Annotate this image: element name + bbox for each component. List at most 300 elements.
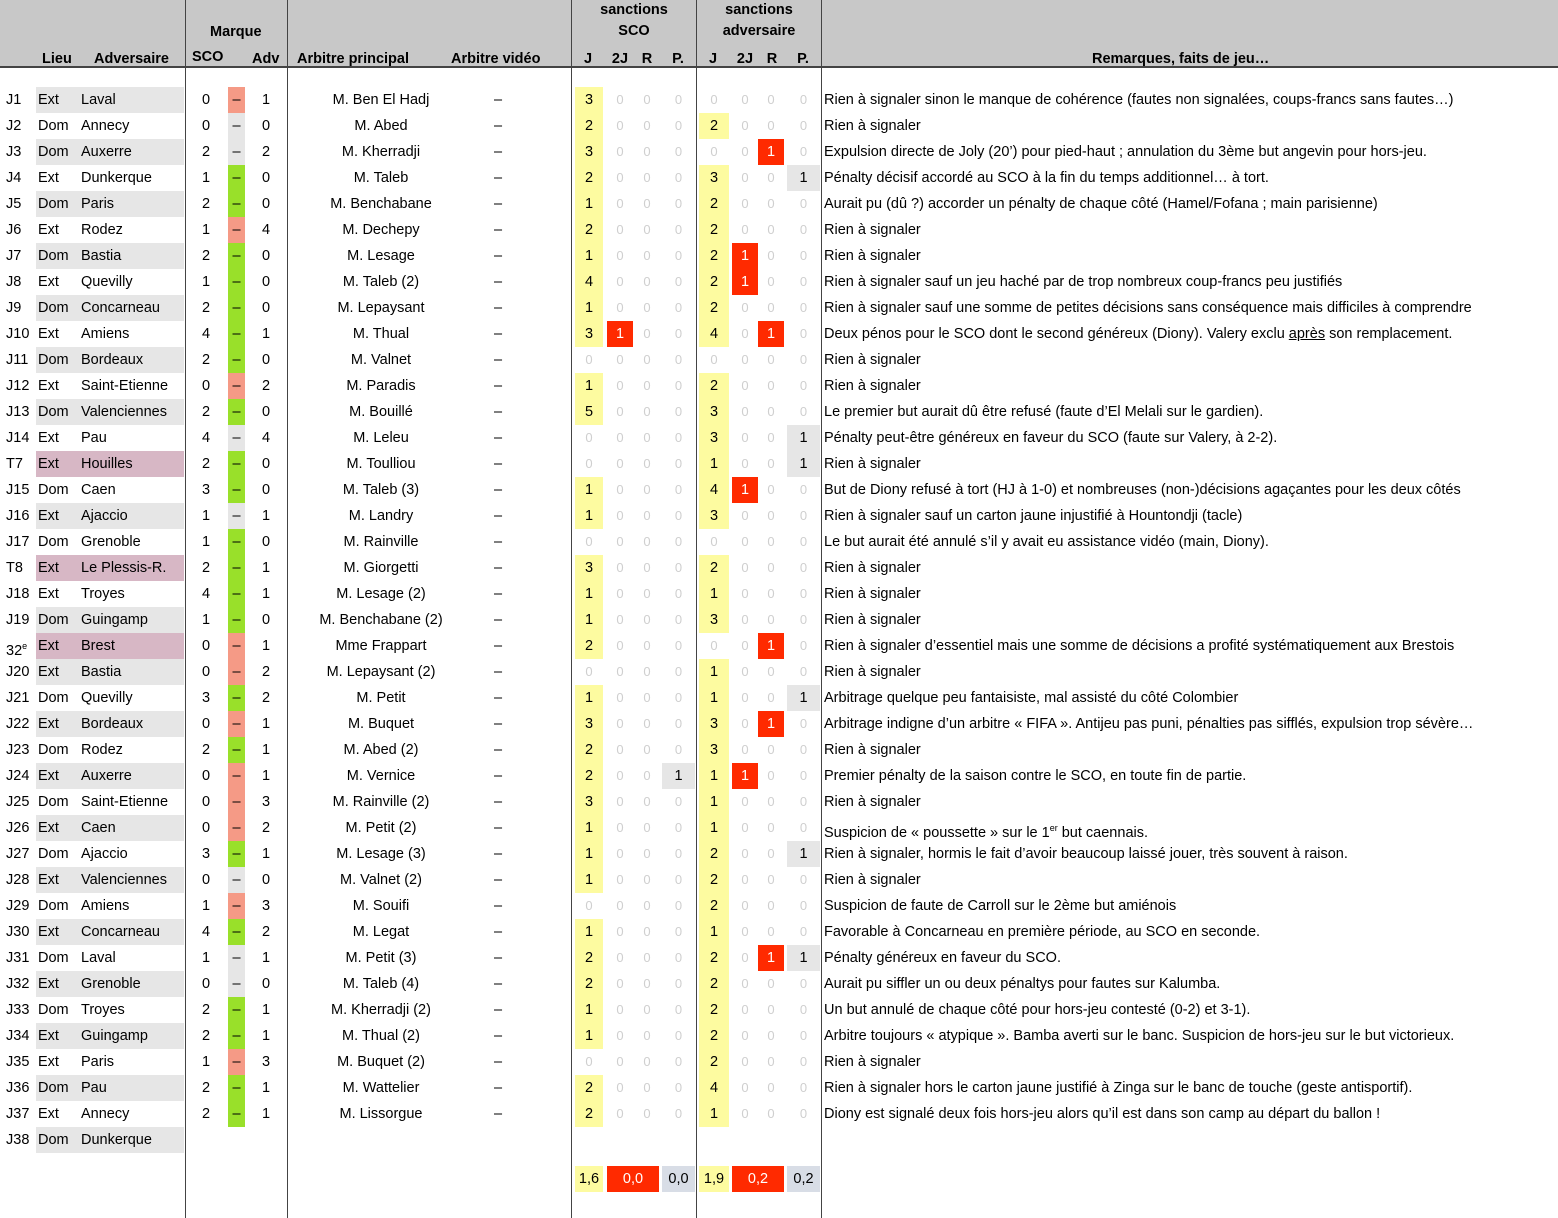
adv-sanction-p: 0	[799, 404, 808, 419]
sco-sanction-r: 0	[643, 794, 651, 809]
venue: Ext	[38, 378, 59, 394]
total-a-2jr: 0,2	[732, 1166, 784, 1192]
referee: M. Souifi	[352, 898, 410, 914]
adv-sanction-2j: 0	[741, 430, 749, 445]
table-row	[0, 867, 1558, 893]
match-id: J10	[6, 326, 30, 342]
sco-sanction-j: 1	[575, 919, 603, 945]
sco-sanction-j: 4	[575, 269, 603, 295]
score-adv: 2	[261, 690, 271, 706]
referee: M. Landry	[348, 508, 414, 524]
referee: M. Abed (2)	[343, 742, 419, 758]
sco-sanction-2j: 0	[616, 638, 624, 653]
table-row	[0, 425, 1558, 451]
referee: Mme Frappart	[335, 638, 427, 654]
sco-sanction-2j: 0	[616, 872, 624, 887]
adv-sanction-p: 0	[799, 92, 808, 107]
opponent: Troyes	[81, 586, 125, 602]
table-row	[0, 1023, 1558, 1049]
score-sco	[196, 1127, 216, 1153]
adv-sanction-r: 0	[767, 768, 775, 783]
header-arbitre-video: Arbitre vidéo	[451, 51, 541, 67]
match-id: J6	[6, 222, 22, 238]
sco-sanction-2j: 0	[616, 1028, 624, 1043]
venue: Dom	[38, 1002, 69, 1018]
match-id: J31	[6, 950, 30, 966]
venue: Ext	[38, 560, 59, 576]
venue: Dom	[38, 534, 69, 550]
venue: Ext	[38, 508, 59, 524]
match-id: J26	[6, 820, 30, 836]
video-referee: –	[493, 638, 503, 654]
venue: Ext	[38, 222, 59, 238]
opponent: Rodez	[81, 222, 123, 238]
table-row	[0, 87, 1558, 113]
header-arbitre-principal: Arbitre principal	[297, 51, 409, 67]
score-adv: 0	[261, 482, 271, 498]
adv-sanction-2j: 0	[741, 586, 749, 601]
match-id: J27	[6, 846, 30, 862]
score-adv: 0	[261, 274, 271, 290]
opponent: Valenciennes	[81, 872, 167, 888]
venue: Dom	[38, 196, 69, 212]
adv-sanction-p: 0	[799, 326, 808, 341]
adv-sanction-j: 1	[699, 763, 729, 789]
score-sco: 2	[201, 196, 211, 212]
opponent: Ajaccio	[81, 508, 128, 524]
referee: M. Petit (2)	[345, 820, 417, 836]
referee: M. Lesage	[347, 248, 415, 264]
sco-sanction-r: 0	[643, 170, 651, 185]
adv-sanction-p: 0	[799, 560, 808, 575]
adv-sanction-j: 1	[699, 789, 729, 815]
video-referee: –	[493, 1106, 503, 1122]
remark: Le premier but aurait dû être refusé (faute d’El Melali sur le gardien).	[824, 404, 1264, 420]
sco-sanction-2j: 0	[616, 300, 624, 315]
adv-sanction-j: 2	[699, 217, 729, 243]
referee: M. Taleb (3)	[342, 482, 420, 498]
adv-sanction-p: 0	[799, 664, 808, 679]
adv-sanction-2j: 0	[741, 690, 749, 705]
adv-sanction-p: 0	[799, 612, 808, 627]
adv-sanction-2j: 0	[741, 170, 749, 185]
adv-sanction-p: 0	[799, 274, 808, 289]
score-adv: 3	[261, 1054, 271, 1070]
score-sco: 2	[201, 456, 211, 472]
score-adv: 1	[261, 742, 271, 758]
adv-sanction-p: 0	[799, 924, 808, 939]
adv-sanction-j: 3	[699, 737, 729, 763]
referee: M. Bouillé	[349, 404, 413, 420]
score-adv: 1	[261, 1080, 271, 1096]
score-sco: 3	[201, 846, 211, 862]
adv-sanction-p: 0	[799, 222, 808, 237]
adv-sanction-r: 0	[767, 690, 775, 705]
remark: Premier pénalty de la saison contre le SCO, en toute fin de partie.	[824, 768, 1247, 784]
venue: Ext	[38, 586, 59, 602]
result-marker: –	[228, 477, 245, 503]
sco-sanction-p: 0	[674, 430, 683, 445]
video-referee: –	[493, 742, 503, 758]
table-row	[0, 529, 1558, 555]
sco-sanction-p: 0	[674, 118, 683, 133]
result-marker: –	[228, 1023, 245, 1049]
result-marker: –	[228, 451, 245, 477]
match-id: J30	[6, 924, 30, 940]
opponent: Bordeaux	[81, 716, 144, 732]
adv-sanction-r: 0	[767, 560, 775, 575]
opponent: Paris	[81, 196, 115, 212]
sco-sanction-r: 0	[643, 690, 651, 705]
sco-sanction-r: 0	[643, 586, 651, 601]
referee: M. Rainville (2)	[332, 794, 430, 810]
sco-sanction-2j: 0	[616, 664, 624, 679]
remark: Rien à signaler	[824, 794, 921, 810]
score-sco: 1	[201, 898, 211, 914]
adv-sanction-p: 0	[799, 768, 808, 783]
referee: M. Giorgetti	[343, 560, 419, 576]
result-marker: –	[228, 919, 245, 945]
adv-sanction-j: 2	[699, 997, 729, 1023]
sco-sanction-j: 3	[575, 555, 603, 581]
score-adv: 2	[261, 820, 271, 836]
sco-sanction-2j: 0	[616, 144, 624, 159]
sco-sanction-p: 0	[674, 664, 683, 679]
result-marker: –	[228, 815, 245, 841]
video-referee: –	[493, 820, 503, 836]
adv-sanction-r: 0	[767, 1028, 775, 1043]
sco-sanction-r: 0	[643, 1028, 651, 1043]
adv-sanction-p: 0	[799, 872, 808, 887]
opponent: Caen	[81, 482, 116, 498]
adv-sanction-j: 0	[710, 534, 718, 549]
opponent: Pau	[81, 430, 107, 446]
header-remarques: Remarques, faits de jeu…	[1092, 51, 1270, 67]
score-adv: 0	[261, 612, 271, 628]
adv-sanction-r: 0	[767, 222, 775, 237]
sco-sanction-j: 3	[575, 321, 603, 347]
table-row	[0, 503, 1558, 529]
sco-sanction-p: 0	[674, 300, 683, 315]
result-marker: –	[228, 321, 245, 347]
sco-sanction-r: 0	[643, 768, 651, 783]
table-row	[0, 555, 1558, 581]
match-id: J33	[6, 1002, 30, 1018]
venue: Dom	[38, 612, 69, 628]
venue: Ext	[38, 716, 59, 732]
remark: Rien à signaler sauf une somme de petites décisions sans conséquence mais difficiles à comprendre	[824, 300, 1472, 316]
match-id: J2	[6, 118, 22, 134]
sco-sanction-p: 0	[674, 326, 683, 341]
sco-sanction-p: 0	[674, 586, 683, 601]
table-row	[0, 347, 1558, 373]
remark: Pénalty décisif accordé au SCO à la fin du temps additionnel… à tort.	[824, 170, 1269, 186]
sco-sanction-r: 0	[643, 742, 651, 757]
sco-sanction-r: 0	[643, 534, 651, 549]
totals-row	[0, 1166, 1558, 1192]
table-row	[0, 919, 1558, 945]
score-adv: 1	[261, 846, 271, 862]
referee: M. Taleb	[353, 170, 409, 186]
sco-sanction-2j: 0	[616, 222, 624, 237]
adv-sanction-2j: 0	[741, 456, 749, 471]
venue: Ext	[38, 976, 59, 992]
sco-sanction-j: 1	[575, 997, 603, 1023]
sco-sanction-j: 0	[585, 664, 593, 679]
adv-sanction-2j: 0	[741, 560, 749, 575]
video-referee: –	[493, 248, 503, 264]
sco-sanction-j: 1	[575, 477, 603, 503]
sco-sanction-p: 0	[674, 508, 683, 523]
remark: Rien à signaler	[824, 248, 921, 264]
sco-sanction-j: 2	[575, 1075, 603, 1101]
video-referee: –	[493, 1080, 503, 1096]
sco-sanction-p: 0	[674, 794, 683, 809]
result-marker: –	[228, 737, 245, 763]
adv-sanction-2j: 0	[741, 612, 749, 627]
adv-sanction-p: 0	[799, 508, 808, 523]
referee: M. Legat	[352, 924, 410, 940]
score-sco: 1	[201, 950, 211, 966]
sco-sanction-j: 5	[575, 399, 603, 425]
opponent: Pau	[81, 1080, 107, 1096]
sco-sanction-j: 0	[585, 898, 593, 913]
score-sco: 1	[201, 612, 211, 628]
sco-sanction-p: 0	[674, 846, 683, 861]
adv-sanction-2j: 0	[741, 846, 749, 861]
score-adv: 1	[261, 768, 271, 784]
adv-sanction-r: 0	[767, 976, 775, 991]
header-adversaire: Adversaire	[94, 51, 169, 67]
sco-sanction-2j: 0	[616, 742, 624, 757]
adv-sanction-j: 1	[699, 581, 729, 607]
opponent: Troyes	[81, 1002, 125, 1018]
table-row	[0, 945, 1558, 971]
result-marker: –	[228, 607, 245, 633]
match-id: 32e	[6, 641, 28, 659]
adv-sanction-j: 0	[710, 638, 718, 653]
adv-sanction-2j	[732, 1127, 758, 1153]
score-sco: 2	[201, 742, 211, 758]
adv-sanction-2j: 0	[741, 664, 749, 679]
video-referee: –	[493, 378, 503, 394]
sco-sanction-p: 0	[674, 404, 683, 419]
sco-sanction-p: 1	[662, 763, 695, 789]
score-sco: 2	[201, 1106, 211, 1122]
result-marker: –	[228, 139, 245, 165]
adv-sanction-p: 0	[799, 118, 808, 133]
referee: M. Lissorgue	[339, 1106, 423, 1122]
adv-sanction-j: 0	[710, 144, 718, 159]
remark: Rien à signaler d’essentiel mais une somme de décisions a profité systématiquement aux Brestois	[824, 638, 1455, 654]
adv-sanction-j: 2	[699, 867, 729, 893]
total-s-2jr: 0,0	[607, 1166, 659, 1192]
sco-sanction-j: 2	[575, 763, 603, 789]
adv-sanction-p: 0	[799, 976, 808, 991]
referee: M. Kherradji (2)	[331, 1002, 431, 1018]
result-marker: –	[228, 425, 245, 451]
sco-sanction-j: 1	[575, 607, 603, 633]
adv-sanction-p: 0	[799, 638, 808, 653]
adv-sanction-j: 2	[699, 945, 729, 971]
remark: Aurait pu siffler un ou deux pénaltys pour fautes sur Kalumba.	[824, 976, 1221, 992]
referee: M. Ben El Hadj	[332, 92, 430, 108]
header-sanctions-sco-2: SCO	[618, 23, 650, 39]
adv-sanction-p: 0	[799, 794, 808, 809]
sco-sanction-r: 0	[643, 638, 651, 653]
adv-sanction-2j: 0	[741, 898, 749, 913]
adv-sanction-2j: 0	[741, 950, 749, 965]
adv-sanction-j: 3	[699, 399, 729, 425]
sco-sanction-p: 0	[674, 170, 683, 185]
score-adv: 1	[261, 1106, 271, 1122]
sco-sanction-2j: 0	[616, 118, 624, 133]
sco-sanction-j: 1	[575, 503, 603, 529]
remark	[824, 1127, 1554, 1153]
adv-sanction-r: 0	[767, 196, 775, 211]
remark: Rien à signaler	[824, 222, 921, 238]
table-row	[0, 997, 1558, 1023]
sco-sanction-p: 0	[674, 898, 683, 913]
opponent: Bastia	[81, 664, 122, 680]
result-marker: –	[228, 399, 245, 425]
referee: M. Thual (2)	[342, 1028, 420, 1044]
adv-sanction-r: 0	[767, 248, 775, 263]
table-row	[0, 373, 1558, 399]
adv-sanction-p: 1	[787, 165, 820, 191]
adv-sanction-2j: 0	[741, 196, 749, 211]
score-adv: 1	[261, 1002, 271, 1018]
table-row	[0, 711, 1558, 737]
adv-sanction-r: 0	[767, 118, 775, 133]
table-row	[0, 139, 1558, 165]
adv-sanction-j: 2	[699, 113, 729, 139]
video-referee: –	[493, 430, 503, 446]
sco-sanction-j: 2	[575, 1101, 603, 1127]
sco-sanction-p: 0	[674, 976, 683, 991]
remark: Suspicion de faute de Carroll sur le 2ème but amiénois	[824, 898, 1177, 914]
match-id: J22	[6, 716, 30, 732]
video-referee: –	[493, 950, 503, 966]
adv-sanction-j: 2	[699, 243, 729, 269]
sco-sanction-p: 0	[674, 612, 683, 627]
adv-sanction-r: 1	[758, 633, 784, 659]
score-adv: 1	[261, 716, 271, 732]
sco-sanction-2j: 0	[616, 274, 624, 289]
venue: Dom	[38, 898, 69, 914]
match-id: J24	[6, 768, 30, 784]
adv-sanction-r: 0	[767, 872, 775, 887]
venue: Dom	[38, 404, 69, 420]
venue: Dom	[38, 300, 69, 316]
result-marker: –	[228, 841, 245, 867]
sco-sanction-j: 1	[575, 841, 603, 867]
sco-sanction-r: 0	[643, 92, 651, 107]
result-marker: –	[228, 633, 245, 659]
referee: M. Valnet	[350, 352, 412, 368]
opponent: Dunkerque	[81, 1132, 152, 1148]
remark: Rien à signaler hors le carton jaune justifié à Zinga sur le banc de touche (geste antisportif).	[824, 1080, 1413, 1096]
sco-sanction-j: 2	[575, 165, 603, 191]
opponent: Auxerre	[81, 144, 132, 160]
sco-sanction-r: 0	[643, 924, 651, 939]
sco-sanction-r: 0	[643, 352, 651, 367]
sco-sanction-p: 0	[674, 1002, 683, 1017]
match-id: J35	[6, 1054, 30, 1070]
match-id: J1	[6, 92, 22, 108]
sco-sanction-r: 0	[643, 664, 651, 679]
table-row	[0, 165, 1558, 191]
sco-sanction-p: 0	[674, 924, 683, 939]
score-adv: 4	[261, 222, 271, 238]
score-sco: 0	[201, 664, 211, 680]
opponent: Annecy	[81, 1106, 130, 1122]
remark: Rien à signaler	[824, 456, 921, 472]
adv-sanction-j: 2	[699, 295, 729, 321]
sco-sanction-j	[575, 1127, 603, 1153]
score-sco: 1	[201, 170, 211, 186]
remark: Pénalty peut-être généreux en faveur du SCO (faute sur Valery, à 2-2).	[824, 430, 1278, 446]
adv-sanction-j: 3	[699, 425, 729, 451]
adv-sanction-2j: 0	[741, 378, 749, 393]
sco-sanction-2j: 0	[616, 1054, 624, 1069]
table-row	[0, 1049, 1558, 1075]
score-sco: 2	[201, 560, 211, 576]
video-referee: –	[493, 768, 503, 784]
adv-sanction-2j: 0	[741, 92, 749, 107]
remark: Pénalty généreux en faveur du SCO.	[824, 950, 1061, 966]
adv-sanction-2j: 0	[741, 508, 749, 523]
adv-sanction-2j: 0	[741, 794, 749, 809]
sco-sanction-p: 0	[674, 222, 683, 237]
total-a-j: 1,9	[699, 1166, 729, 1192]
sco-sanction-2j: 0	[616, 378, 624, 393]
adv-sanction-2j: 0	[741, 1002, 749, 1017]
adv-sanction-2j: 0	[741, 534, 749, 549]
sco-sanction-j: 1	[575, 191, 603, 217]
result-marker: –	[228, 555, 245, 581]
adv-sanction-r: 0	[767, 1106, 775, 1121]
score-adv: 0	[261, 248, 271, 264]
score-sco: 3	[201, 482, 211, 498]
score-adv: 0	[261, 534, 271, 550]
sco-sanction-p: 0	[674, 248, 683, 263]
header-s-2j: 2J	[611, 51, 629, 67]
adv-sanction-r: 0	[767, 794, 775, 809]
sco-sanction-2j: 0	[616, 690, 624, 705]
adv-sanction-p: 1	[787, 685, 820, 711]
sco-sanction-p: 0	[674, 820, 683, 835]
match-id: J37	[6, 1106, 30, 1122]
result-marker: –	[228, 997, 245, 1023]
opponent: Auxerre	[81, 768, 132, 784]
video-referee: –	[493, 1054, 503, 1070]
sco-sanction-r: 0	[643, 482, 651, 497]
venue: Dom	[38, 482, 69, 498]
video-referee: –	[493, 1028, 503, 1044]
sco-sanction-2j: 0	[616, 976, 624, 991]
adv-sanction-2j: 0	[741, 976, 749, 991]
video-referee: –	[493, 456, 503, 472]
score-sco: 0	[201, 378, 211, 394]
sco-sanction-2j: 0	[616, 612, 624, 627]
remark: Diony est signalé deux fois hors-jeu alors qu’il est dans son camp au départ du ballon !	[824, 1106, 1381, 1122]
score-sco: 0	[201, 820, 211, 836]
venue: Ext	[38, 924, 59, 940]
remark: Rien à signaler	[824, 352, 921, 368]
score-sco: 1	[201, 508, 211, 524]
sco-sanction-2j: 0	[616, 534, 624, 549]
